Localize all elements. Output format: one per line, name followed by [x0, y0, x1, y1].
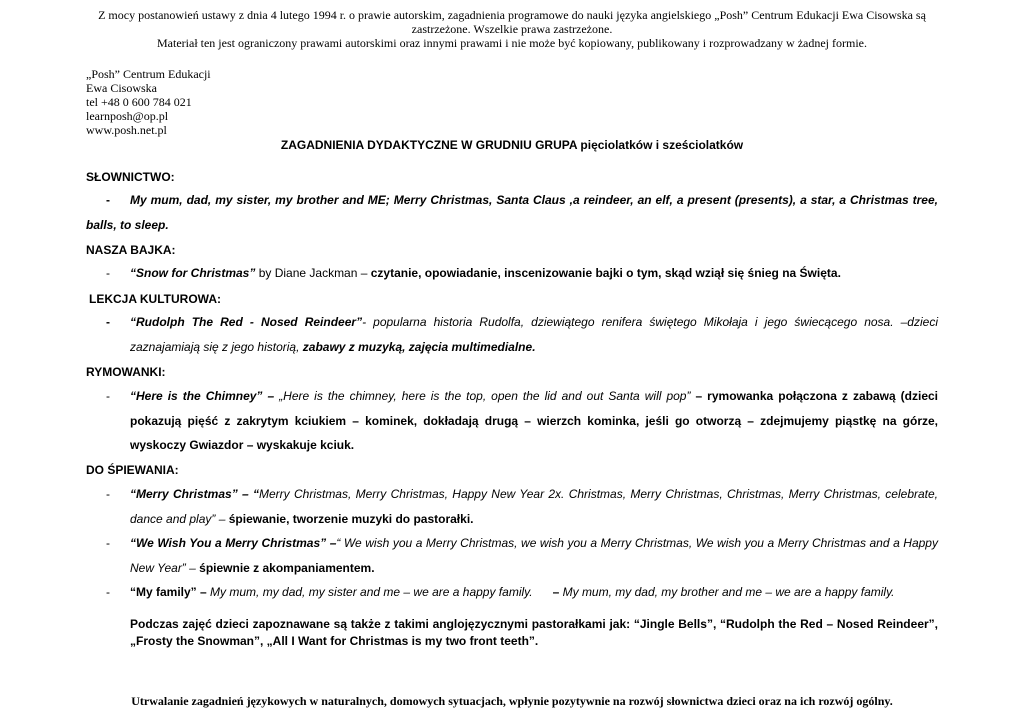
culture-body [130, 310, 938, 359]
copyright-line-1: Z mocy postanowień ustawy z dnia 4 lutego 1994 r. o prawie autorskim, zagadnienia programowe do nauki języka angielskiego „Posh” Centrum Edukacji Ewa Cisowska są zastrzeżone. Wszelkie prawa zastrzeżone. [98, 8, 926, 36]
rhyme-description: – rymowanka połączona z zabawą (dzieci pokazują pięść z zakrytym kciukiem – kominek, dokładają drugą – wierzch kominka, jeśli go otworzą – zdejmujemy piąstkę na górze, wyskoczy Gwiazdor – wyskakuje kciuk. [130, 389, 939, 452]
story-title: “Snow for Christmas” [130, 266, 256, 280]
section-heading-songs: DO ŚPIEWANIA: [86, 463, 179, 477]
bullet-dash: - [106, 315, 110, 329]
section-heading-rhymes: RYMOWANKI: [86, 365, 166, 379]
vocabulary-item [86, 188, 938, 237]
story-body [130, 261, 938, 286]
rhymes-body [130, 384, 938, 458]
culture-item [86, 310, 938, 359]
song-body [130, 531, 938, 580]
song-description: śpiewnie z akompaniamentem. [199, 560, 375, 575]
rhymes-item [86, 384, 938, 458]
song-item [86, 482, 938, 531]
section-heading-story: NASZA BAJKA: [86, 243, 176, 257]
contact-org: „Posh” Centrum Edukacji [86, 67, 211, 81]
copyright-notice [70, 8, 954, 50]
song-description: śpiewanie, tworzenie muzyki do pastorałki. [228, 511, 474, 526]
song-lyrics: My mum, my dad, my sister and me – we are a happy family. [206, 585, 553, 599]
song-item [86, 580, 938, 605]
song-title: “We Wish You a Merry Christmas” – [130, 536, 337, 550]
footer-note: Utrwalanie zagadnień językowych w naturalnych, domowych sytuacjach, wpłynie pozytywnie na rozwój słownictwa dzieci oraz na ich rozwój ogólny. [131, 694, 893, 708]
summary-paragraph: Podczas zajęć dzieci zapoznawane są także z takimi anglojęzycznymi pastorałkami jak: “Jingle Bells”, “Rudolph the Red – Nosed Reindeer”, „Frosty the Snowman”, „All I Want for Christmas is my two front teeth”. [130, 617, 938, 648]
copyright-line-2: Materiał ten jest ograniczony prawami autorskimi oraz innymi prawami i nie może być kopiowany, publikowany i rozprowadzany w żadnej formie. [157, 36, 867, 50]
contact-phone: tel +48 0 600 784 021 [86, 95, 192, 109]
bullet-dash: - [106, 266, 110, 280]
section-heading-culture: LEKCJA KULTUROWA: [89, 292, 221, 306]
song-lyrics-2: My mum, my dad, my brother and me – we are a happy family. [562, 585, 895, 599]
rhyme-quote: „Here is the chimney, here is the top, open the lid and out Santa will pop” [279, 389, 691, 403]
contact-block [86, 67, 211, 137]
contact-website: www.posh.net.pl [86, 123, 167, 137]
rhyme-title: “Here is the Chimney” [130, 389, 263, 403]
rhyme-separator: – [262, 389, 280, 403]
contact-name: Ewa Cisowska [86, 81, 157, 95]
song-body [130, 482, 938, 531]
section-heading-vocabulary: SŁOWNICTWO: [86, 170, 175, 184]
bullet-dash: - [106, 487, 110, 501]
bullet-dash: - [106, 536, 110, 550]
document-title: ZAGADNIENIA DYDAKTYCZNE W GRUDNIU GRUPA pięciolatków i sześciolatków [280, 138, 744, 152]
song-title: “Merry Christmas” – “ [130, 487, 259, 501]
bullet-dash: - [106, 389, 110, 403]
bullet-dash: - [106, 193, 110, 207]
vocabulary-text: My mum, dad, my sister, my brother and ME; Merry Christmas, Santa Claus ,a reindeer, an elf, a present (presents), a star, a Christmas tree, balls, to sleep. [86, 193, 938, 232]
song-title-2: – [552, 585, 563, 599]
culture-title: “Rudolph The Red - Nosed Reindeer” [130, 315, 363, 329]
contact-email: learnposh@op.pl [86, 109, 169, 123]
story-author: by Diane Jackman – [255, 266, 371, 280]
culture-activities: zabawy z muzyką, zajęcia multimedialne. [302, 339, 536, 354]
song-title: “My family” – [130, 585, 207, 599]
song-lyrics: Merry Christmas, Merry Christmas, Happy New Year 2x. Christmas, Merry Christmas, Christmas, Merry Christmas, celebrate, dance and play” – [130, 487, 939, 526]
culture-text: - popularna historia Rudolfa, dziewiątego renifera świętego Mikołaja i jego świecącego nosa. –dzieci zaznajamiają się z jego historią, [130, 315, 938, 354]
bullet-dash: - [106, 585, 110, 599]
story-item [86, 261, 938, 286]
story-description: czytanie, opowiadanie, inscenizowanie bajki o tym, skąd wziął się śnieg na Święta. [370, 266, 841, 280]
song-body [130, 580, 938, 605]
song-item [86, 531, 938, 580]
song-lyrics: “ We wish you a Merry Christmas, we wish you a Merry Christmas, We wish you a Merry Christmas and a Happy New Year” – [130, 536, 938, 575]
